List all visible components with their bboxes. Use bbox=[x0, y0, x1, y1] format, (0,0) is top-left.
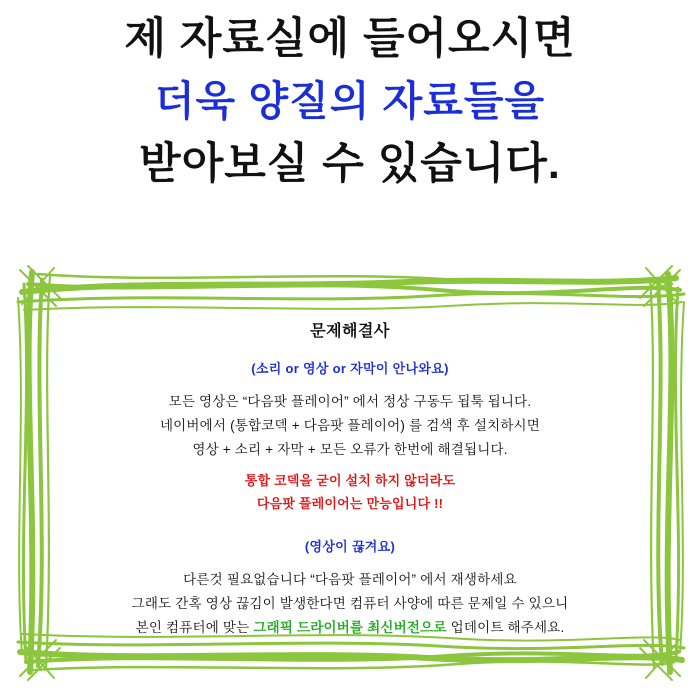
headline-line-1: 제 자료실에 들어오시면 bbox=[124, 15, 576, 63]
note-frame bbox=[8, 258, 692, 688]
headline-line-3: 받아보실 수 있습니다. bbox=[139, 140, 561, 189]
section1-line-1: 모든 영상은 “다음팟 플레이어” 에서 정상 구동두 됩툭 됩니다. bbox=[168, 394, 532, 409]
headline-line-2: 더욱 양질의 자료들을 bbox=[154, 77, 546, 124]
spacer-1 bbox=[68, 462, 632, 470]
section2-line-3 bbox=[68, 616, 632, 640]
section2-line-2: 그래도 간혹 영상 끊김이 발생한다면 컴퓨터 사양에 따른 문제일 수 있으니 bbox=[131, 595, 569, 611]
section2-last-highlight: 그래픽 드라이버를 최신버전으로 bbox=[253, 619, 447, 635]
section2-line-1: 다른것 필요없습니다 “다음팟 플레이어” 에서 재생하세요 bbox=[183, 571, 517, 587]
spacer-2 bbox=[68, 516, 632, 536]
section1-heading: (소리 or 영상 or 자막이 안나와요) bbox=[251, 361, 449, 376]
section2-last-suffix: 업데이트 해주세요. bbox=[446, 619, 565, 635]
headline-block bbox=[0, 14, 700, 190]
section1-line-3: 영상 + 소리 + 자막 + 모든 오류가 한번에 해결됩니다. bbox=[192, 442, 508, 458]
note-title: 문제해결사 bbox=[310, 323, 390, 340]
section2-last-prefix: 본인 컴퓨터에 맞는 bbox=[135, 619, 254, 635]
note-content bbox=[68, 318, 632, 640]
section1-line-2: 네이버에서 (통합코덱 + 다음팟 플레이어) 를 검색 후 설치하시면 bbox=[159, 418, 541, 434]
section2-heading: (영상이 끊겨요) bbox=[304, 538, 396, 554]
section1-warning-1: 통합 코덱을 굳이 설치 하지 않더라도 bbox=[244, 473, 456, 489]
section1-warning-2: 다음팟 플레이어는 만능입니다 !! bbox=[256, 495, 444, 511]
